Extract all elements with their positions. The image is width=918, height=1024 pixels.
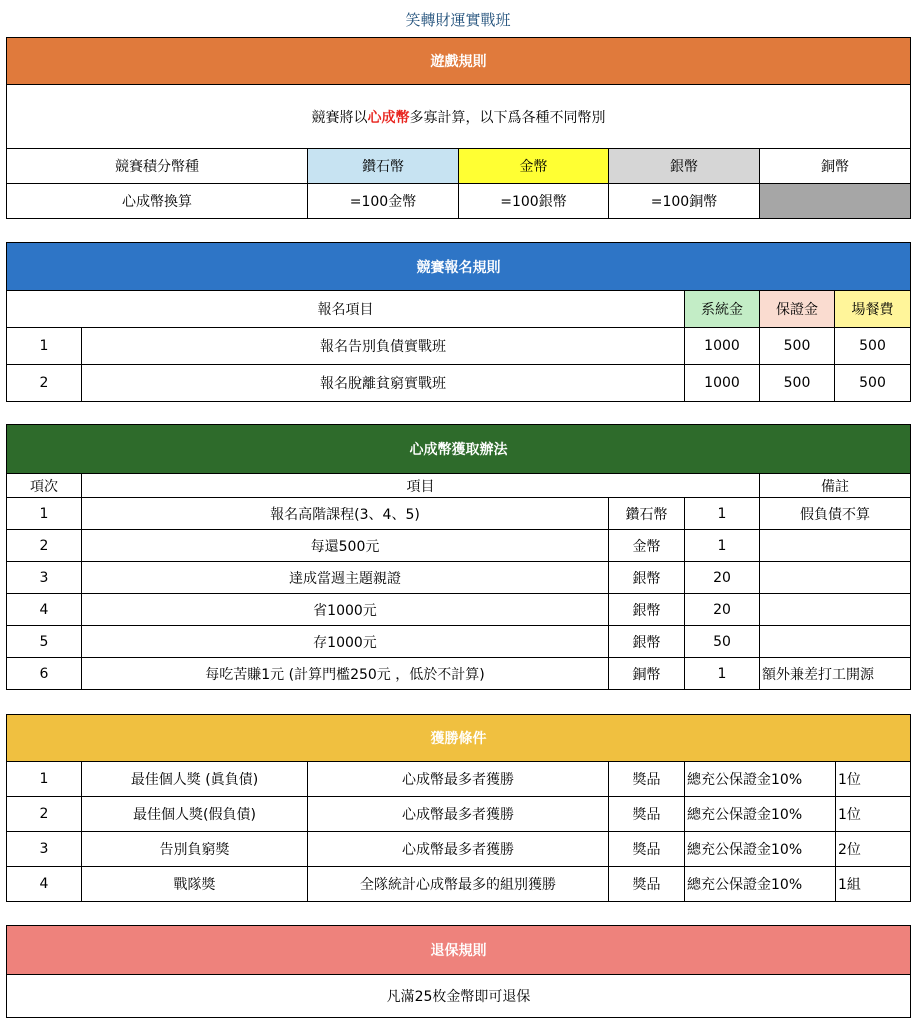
table-row: 1 最佳個人獎 (眞負債) 心成幣最多者獲勝 獎品 總充公保證金10% 1位 [7, 762, 911, 797]
currency-gold: 金幣 [459, 149, 609, 184]
table-row: 3 告別負窮獎 心成幣最多者獲勝 獎品 總充公保證金10% 2位 [7, 832, 911, 867]
col-deposit: 保證金 [760, 291, 835, 328]
refund-table [6, 925, 911, 1018]
game-rules-table [6, 37, 911, 219]
col-no: 項次 [7, 474, 82, 498]
currency-label: 競賽積分幣種 [7, 149, 308, 184]
table-row: 3 達成當週主題親證 銀幣 20 [7, 562, 911, 594]
winning-header: 獲勝條件 [7, 715, 911, 762]
table-row: 4 省1000元 銀幣 20 [7, 594, 911, 626]
conversion-silver: =100銅幣 [609, 184, 760, 219]
table-row: 1 報名高階課程(3、4、5) 鑽石幣 1 假負債不算 [7, 498, 911, 530]
highlight-currency: 心成幣 [367, 109, 410, 126]
registration-table [6, 242, 911, 402]
table-row: 6 每吃苦賺1元 (計算門檻250元 ，低於不計算) 銅幣 1 額外兼差打工開源 [7, 658, 911, 690]
conversion-copper [760, 184, 911, 219]
refund-text: 凡滿25枚金幣即可退保 [7, 975, 911, 1018]
conversion-gold: =100銀幣 [459, 184, 609, 219]
table-row: 2 報名脫離貧窮實戰班 1000 500 500 [7, 365, 911, 402]
table-row: 2 每還500元 金幣 1 [7, 530, 911, 562]
col-note: 備註 [760, 474, 911, 498]
acquisition-table [6, 424, 911, 690]
col-registration-item: 報名項目 [7, 291, 685, 328]
winning-table [6, 714, 911, 902]
document-title: 笑轉財運實戰班 [405, 10, 511, 29]
refund-header: 退保規則 [7, 926, 911, 975]
acquisition-header: 心成幣獲取辦法 [7, 425, 911, 474]
table-row: 5 存1000元 銀幣 50 [7, 626, 911, 658]
col-item: 項目 [82, 474, 760, 498]
currency-copper: 銅幣 [760, 149, 911, 184]
game-rules-intro: 競賽將以心成幣多寡計算，以下爲各種不同幣別 [7, 85, 911, 149]
currency-diamond: 鑽石幣 [308, 149, 459, 184]
table-row: 1 報名告別負債實戰班 1000 500 500 [7, 328, 911, 365]
table-row: 4 戰隊獎 全隊統計心成幣最多的組別獲勝 獎品 總充公保證金10% 1組 [7, 867, 911, 902]
conversion-label: 心成幣換算 [7, 184, 308, 219]
conversion-diamond: =100金幣 [308, 184, 459, 219]
col-system-fee: 系統金 [685, 291, 760, 328]
table-row: 2 最佳個人獎(假負債) 心成幣最多者獲勝 獎品 總充公保證金10% 1位 [7, 797, 911, 832]
col-venue-fee: 場餐費 [835, 291, 911, 328]
currency-silver: 銀幣 [609, 149, 760, 184]
game-rules-header: 遊戲規則 [7, 38, 911, 85]
registration-header: 競賽報名規則 [7, 243, 911, 291]
